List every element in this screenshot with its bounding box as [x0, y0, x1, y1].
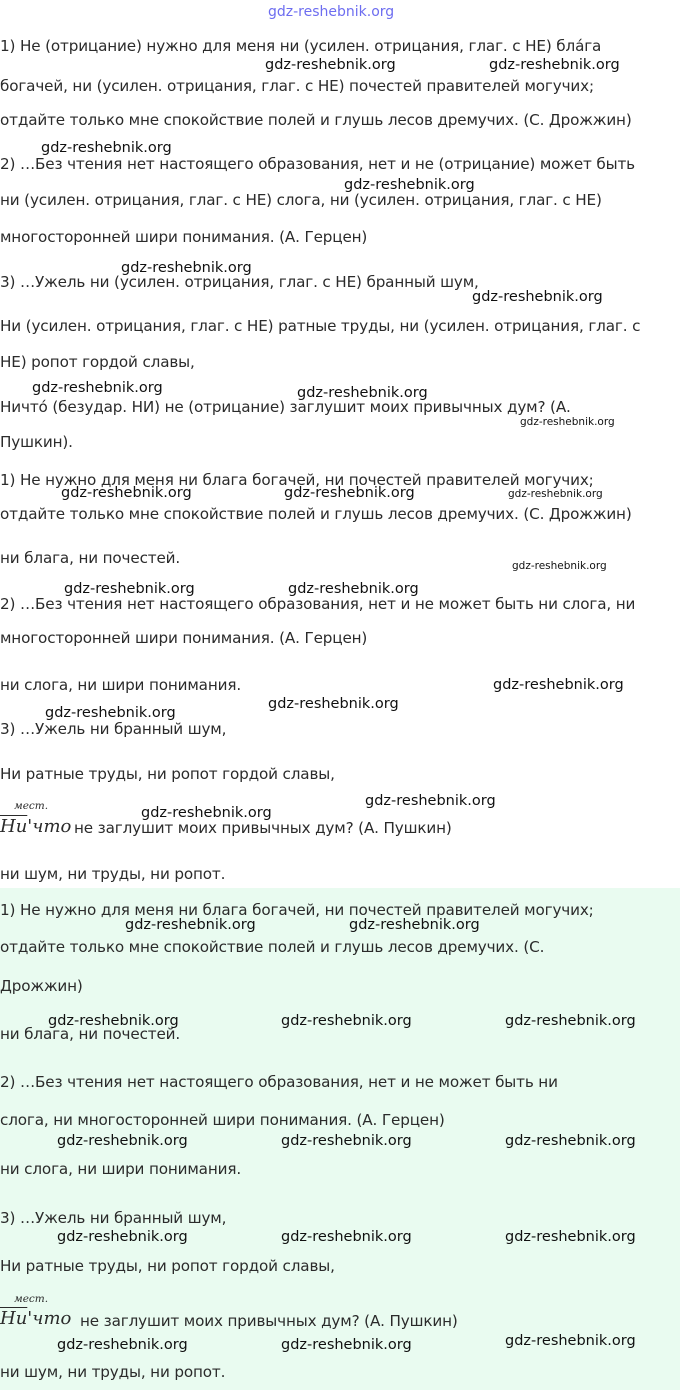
watermark: gdz-reshebnik.org: [64, 581, 195, 597]
watermark: gdz-reshebnik.org: [121, 260, 252, 276]
watermark: gdz-reshebnik.org: [505, 1229, 636, 1245]
answer-line: 2) …Без чтения нет настоящего образования, нет и не может быть ни: [0, 1073, 558, 1091]
answer-line: ни слога, ни шири понимания.: [0, 1160, 242, 1178]
watermark: gdz-reshebnik.org: [141, 805, 272, 821]
pronoun-nichto: Ни'что: [0, 1308, 72, 1329]
watermark: gdz-reshebnik.org: [281, 1133, 412, 1149]
watermark: gdz-reshebnik.org: [265, 57, 396, 73]
watermark: gdz-reshebnik.org: [268, 696, 399, 712]
top-watermark[interactable]: gdz-reshebnik.org: [268, 4, 395, 20]
watermark: gdz-reshebnik.org: [57, 1337, 188, 1353]
watermark: gdz-reshebnik.org: [344, 177, 475, 193]
watermark: gdz-reshebnik.org: [297, 385, 428, 401]
answer-line: слога, ни многосторонней шири понимания. (А. Герцен): [0, 1111, 445, 1129]
watermark: gdz-reshebnik.org: [61, 485, 192, 501]
answer-line: ни шум, ни труды, ни ропот.: [0, 865, 226, 883]
answer-line: ни шум, ни труды, ни ропот.: [0, 1363, 226, 1381]
analysis-line: Пушкин).: [0, 433, 73, 451]
answer-line: Ни ратные труды, ни ропот гордой славы,: [0, 1257, 335, 1275]
watermark: gdz-reshebnik.org: [349, 917, 480, 933]
answer-line: ни слога, ни шири понимания.: [0, 676, 242, 694]
watermark: gdz-reshebnik.org: [284, 485, 415, 501]
analysis-line: богачей, ни (усилен. отрицания, глаг. с НЕ) почестей правителей могучих;: [0, 77, 594, 95]
watermark: gdz-reshebnik.org: [472, 289, 603, 305]
analysis-line: 3) …Ужель ни (усилен. отрицания, глаг. с НЕ) бранный шум,: [0, 273, 479, 291]
answer-line: Дрожжин): [0, 977, 83, 995]
answer-line: 2) …Без чтения нет настоящего образования, нет и не может быть ни слога, ни: [0, 595, 636, 613]
analysis-line: отдайте только мне спокойствие полей и глушь лесов дремучих. (С. Дрожжин): [0, 111, 632, 129]
watermark: gdz-reshebnik.org: [45, 705, 176, 721]
watermark: gdz-reshebnik.org: [508, 488, 603, 500]
analysis-line: 2) …Без чтения нет настоящего образования, нет и не (отрицание) может быть: [0, 155, 635, 173]
answer-line: многосторонней шири понимания. (А. Герцен): [0, 629, 368, 647]
watermark: gdz-reshebnik.org: [505, 1333, 636, 1349]
pronoun-label: мест.: [14, 1293, 49, 1305]
answer-line: ни блага, ни почестей.: [0, 1025, 181, 1043]
watermark: gdz-reshebnik.org: [281, 1229, 412, 1245]
watermark: gdz-reshebnik.org: [520, 416, 615, 428]
watermark: gdz-reshebnik.org: [288, 581, 419, 597]
watermark: gdz-reshebnik.org: [57, 1229, 188, 1245]
answer-line: 3) …Ужель ни бранный шум,: [0, 720, 227, 738]
watermark: gdz-reshebnik.org: [489, 57, 620, 73]
watermark: gdz-reshebnik.org: [505, 1013, 636, 1029]
analysis-line: Ни (усилен. отрицания, глаг. с НЕ) ратные труды, ни (усилен. отрицания, глаг. с: [0, 317, 641, 335]
answer-line: 1) Не нужно для меня ни блага богачей, ни почестей правителей могучих;: [0, 471, 594, 489]
pronoun-nichto: Ни'что: [0, 816, 72, 837]
answer-line: 3) …Ужель ни бранный шум,: [0, 1209, 227, 1227]
analysis-line: ни (усилен. отрицания, глаг. с НЕ) слога, ни (усилен. отрицания, глаг. с НЕ): [0, 191, 602, 209]
watermark: gdz-reshebnik.org: [32, 380, 163, 396]
answer-line: Ни ратные труды, ни ропот гордой славы,: [0, 765, 335, 783]
watermark: gdz-reshebnik.org: [493, 677, 624, 693]
answer-line: не заглушит моих привычных дум? (А. Пушкин): [74, 819, 452, 837]
watermark: gdz-reshebnik.org: [41, 140, 172, 156]
watermark: gdz-reshebnik.org: [57, 1133, 188, 1149]
answer-line: 1) Не нужно для меня ни блага богачей, ни почестей правителей могучих;: [0, 901, 594, 919]
watermark: gdz-reshebnik.org: [281, 1013, 412, 1029]
watermark: gdz-reshebnik.org: [365, 793, 496, 809]
answer-line: не заглушит моих привычных дум? (А. Пушкин): [80, 1312, 458, 1330]
pronoun-label: мест.: [14, 800, 49, 812]
answer-line: ни блага, ни почестей.: [0, 549, 181, 567]
analysis-line: 1) Не (отрицание) нужно для меня ни (усилен. отрицания, глаг. с НЕ) бла́га: [0, 37, 602, 55]
analysis-line: Ничто́ (безудар. НИ) не (отрицание) заглушит моих привычных дум? (А.: [0, 398, 571, 416]
answer-line: отдайте только мне спокойствие полей и глушь лесов дремучих. (С.: [0, 938, 545, 956]
analysis-line: многосторонней шири понимания. (А. Герцен): [0, 228, 368, 246]
watermark: gdz-reshebnik.org: [125, 917, 256, 933]
watermark: gdz-reshebnik.org: [505, 1133, 636, 1149]
analysis-line: НЕ) ропот гордой славы,: [0, 353, 195, 371]
answer-line: отдайте только мне спокойствие полей и глушь лесов дремучих. (С. Дрожжин): [0, 505, 632, 523]
watermark: gdz-reshebnik.org: [48, 1013, 179, 1029]
watermark: gdz-reshebnik.org: [512, 560, 607, 572]
watermark: gdz-reshebnik.org: [281, 1337, 412, 1353]
